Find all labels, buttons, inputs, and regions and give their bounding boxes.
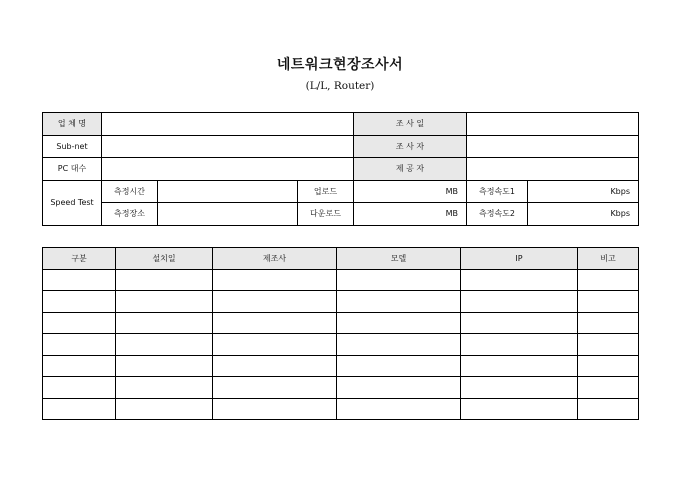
survey-date-label: 조 사 일 bbox=[354, 113, 467, 136]
header-model: 모델 bbox=[337, 248, 461, 270]
company-field[interactable] bbox=[102, 113, 354, 136]
manufacturer-cell[interactable] bbox=[213, 377, 337, 399]
remarks-cell[interactable] bbox=[578, 377, 639, 399]
table-row bbox=[43, 377, 639, 399]
remarks-cell[interactable] bbox=[578, 398, 639, 420]
install-date-cell[interactable] bbox=[116, 398, 213, 420]
table-row bbox=[43, 291, 639, 313]
document-title: 네트워크현장조사서 bbox=[276, 57, 404, 73]
survey-date-field[interactable] bbox=[467, 113, 639, 136]
info-table bbox=[42, 112, 639, 226]
provider-label: 제 공 자 bbox=[354, 158, 467, 181]
measure-time-field[interactable] bbox=[158, 180, 298, 203]
header-remarks: 비고 bbox=[578, 248, 639, 270]
header-install-date: 설치일 bbox=[116, 248, 213, 270]
model-cell[interactable] bbox=[337, 398, 461, 420]
manufacturer-cell[interactable] bbox=[213, 269, 337, 291]
measure-time-label: 측정시간 bbox=[102, 180, 158, 203]
manufacturer-cell[interactable] bbox=[213, 291, 337, 313]
pc-count-field[interactable] bbox=[102, 158, 354, 181]
model-cell[interactable] bbox=[337, 291, 461, 313]
company-label: 업 체 명 bbox=[43, 113, 102, 136]
install-date-cell[interactable] bbox=[116, 312, 213, 334]
model-cell[interactable] bbox=[337, 355, 461, 377]
manufacturer-cell[interactable] bbox=[213, 312, 337, 334]
ip-cell[interactable] bbox=[461, 312, 578, 334]
download-field[interactable]: MB bbox=[354, 203, 467, 226]
category-cell[interactable] bbox=[43, 291, 116, 313]
install-date-cell[interactable] bbox=[116, 334, 213, 356]
table-row bbox=[43, 398, 639, 420]
surveyor-field[interactable] bbox=[467, 135, 639, 158]
ip-cell[interactable] bbox=[461, 398, 578, 420]
category-cell[interactable] bbox=[43, 312, 116, 334]
manufacturer-cell[interactable] bbox=[213, 355, 337, 377]
category-cell[interactable] bbox=[43, 398, 116, 420]
model-cell[interactable] bbox=[337, 334, 461, 356]
model-cell[interactable] bbox=[337, 377, 461, 399]
subnet-label: Sub-net bbox=[43, 135, 102, 158]
remarks-cell[interactable] bbox=[578, 334, 639, 356]
provider-field[interactable] bbox=[467, 158, 639, 181]
category-cell[interactable] bbox=[43, 377, 116, 399]
ip-cell[interactable] bbox=[461, 377, 578, 399]
upload-field[interactable]: MB bbox=[354, 180, 467, 203]
model-cell[interactable] bbox=[337, 312, 461, 334]
install-date-cell[interactable] bbox=[116, 269, 213, 291]
table-row bbox=[43, 334, 639, 356]
header-ip: IP bbox=[461, 248, 578, 270]
upload-label: 업로드 bbox=[298, 180, 354, 203]
remarks-cell[interactable] bbox=[578, 291, 639, 313]
remarks-cell[interactable] bbox=[578, 269, 639, 291]
download-label: 다운로드 bbox=[298, 203, 354, 226]
table-row bbox=[43, 269, 639, 291]
ip-cell[interactable] bbox=[461, 269, 578, 291]
measure-place-label: 측정장소 bbox=[102, 203, 158, 226]
manufacturer-cell[interactable] bbox=[213, 334, 337, 356]
surveyor-label: 조 사 자 bbox=[354, 135, 467, 158]
header-category: 구분 bbox=[43, 248, 116, 270]
speed-test-label: Speed Test bbox=[43, 180, 102, 225]
category-cell[interactable] bbox=[43, 334, 116, 356]
ip-cell[interactable] bbox=[461, 291, 578, 313]
survey-header-row bbox=[43, 248, 639, 270]
measure-place-field[interactable] bbox=[158, 203, 298, 226]
manufacturer-cell[interactable] bbox=[213, 398, 337, 420]
speed2-field[interactable]: Kbps bbox=[528, 203, 639, 226]
speed1-label: 측정속도1 bbox=[467, 180, 528, 203]
install-date-cell[interactable] bbox=[116, 377, 213, 399]
model-cell[interactable] bbox=[337, 269, 461, 291]
category-cell[interactable] bbox=[43, 269, 116, 291]
subnet-field[interactable] bbox=[102, 135, 354, 158]
category-cell[interactable] bbox=[43, 355, 116, 377]
speed1-field[interactable]: Kbps bbox=[528, 180, 639, 203]
remarks-cell[interactable] bbox=[578, 355, 639, 377]
survey-table bbox=[42, 247, 639, 420]
table-row bbox=[43, 312, 639, 334]
document-subtitle: (L/L, Router) bbox=[305, 80, 375, 92]
header-manufacturer: 제조사 bbox=[213, 248, 337, 270]
ip-cell[interactable] bbox=[461, 334, 578, 356]
ip-cell[interactable] bbox=[461, 355, 578, 377]
speed2-label: 측정속도2 bbox=[467, 203, 528, 226]
remarks-cell[interactable] bbox=[578, 312, 639, 334]
pc-count-label: PC 대수 bbox=[43, 158, 102, 181]
table-row bbox=[43, 355, 639, 377]
install-date-cell[interactable] bbox=[116, 291, 213, 313]
install-date-cell[interactable] bbox=[116, 355, 213, 377]
